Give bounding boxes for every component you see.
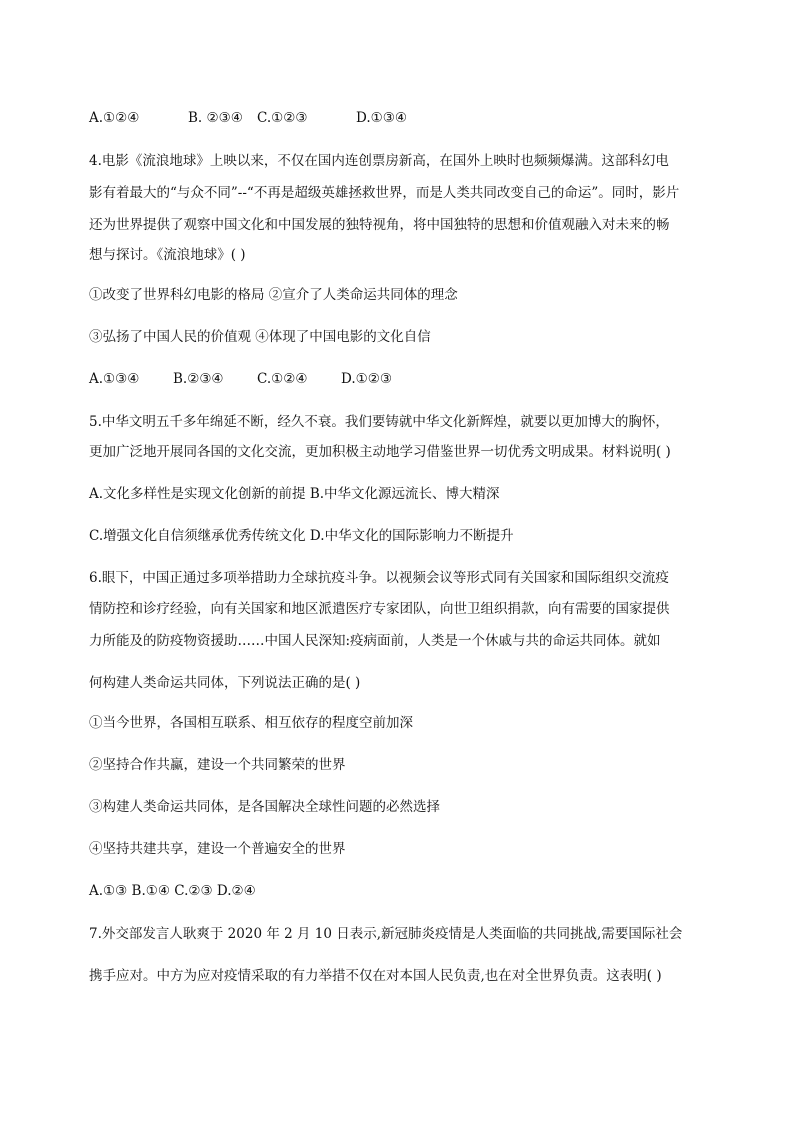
q3-option-d: D.①③④ (356, 110, 407, 126)
q3-option-c: C.①②③ (257, 110, 308, 126)
q3-option-b: B. ②③④ (188, 110, 243, 126)
q6-stem-line-2: 情防控和诊疗经验，向有关国家和地区派遣医疗专家团队，向世卫组织捐款，向有需要的国家提供 (89, 601, 670, 617)
q5-options-cd: C.增强文化自信须继承优秀传统文化 D.中华文化的国际影响力不断提升 (89, 528, 514, 544)
q7-stem-line-1: 7.外交部发言人耿爽于 2020 年 2 月 10 日表示,新冠肺炎疫情是人类面临的共同挑战,需要国际社会 (89, 926, 683, 942)
q6-stem-line-3: 力所能及的防疫物资援助……中国人民深知:疫病面前，人类是一个休戚与共的命运共同体。就如 (89, 633, 661, 649)
q7-stem-line-2: 携手应对。中方为应对疫情采取的有力举措不仅在对本国人民负责,也在对全世界负责。这表明( ) (89, 968, 662, 984)
q4-stem-line-1: 4.电影《流浪地球》上映以来，不仅在国内连创票房新高，在国外上映时也频频爆满。这部科幻电 (89, 153, 669, 169)
q5-stem-line-2: 更加广泛地开展同各国的文化交流，更加积极主动地学习借鉴世界一切优秀文明成果。材料说明( ) (89, 444, 671, 460)
q6-statement-4: ④坚持共建共享，建设一个普遍安全的世界 (89, 841, 346, 857)
q4-option-d: D.①②③ (341, 371, 392, 387)
q4-option-b: B.②③④ (173, 371, 224, 387)
q6-stem-line-1: 6.眼下，中国正通过多项举措助力全球抗疫斗争。以视频会议等形式同有关国家和国际组织交流疫 (89, 570, 669, 586)
q6-statement-1: ①当今世界，各国相互联系、相互依存的程度空前加深 (89, 715, 413, 731)
q6-stem-line-4: 何构建人类命运共同体，下列说法正确的是( ) (89, 675, 361, 691)
q5-options-ab: A.文化多样性是实现文化创新的前提 B.中华文化源远流长、博大精深 (89, 486, 500, 502)
q5-stem-line-1: 5.中华文明五千多年绵延不断，经久不衰。我们要铸就中华文化新辉煌，就要以更加博大的胸怀， (89, 414, 669, 430)
q4-option-a: A.①③④ (89, 371, 140, 387)
q6-statement-3: ③构建人类命运共同体，是各国解决全球性问题的必然选择 (89, 799, 440, 815)
q4-stem-line-3: 还为世界提供了观察中国文化和中国发展的独特视角，将中国独特的思想和价值观融入对未来的畅 (89, 217, 670, 233)
q4-option-c: C.①②④ (257, 371, 308, 387)
q4-stem-line-4: 想与探讨。《流浪地球》( ) (89, 247, 246, 263)
q6-options: A.①③ B.①④ C.②③ D.②④ (89, 883, 256, 899)
q3-option-a: A.①②④ (89, 110, 140, 126)
q6-statement-2: ②坚持合作共赢，建设一个共同繁荣的世界 (89, 757, 346, 773)
q4-statements-1-2: ①改变了世界科幻电影的格局 ②宣介了人类命运共同体的理念 (89, 287, 458, 303)
q4-stem-line-2: 影有着最大的“与众不同”--“不再是超级英雄拯救世界，而是人类共同改变自己的命运”。同时，影片 (89, 185, 680, 201)
q4-statements-3-4: ③弘扬了中国人民的价值观 ④体现了中国电影的文化自信 (89, 329, 431, 345)
